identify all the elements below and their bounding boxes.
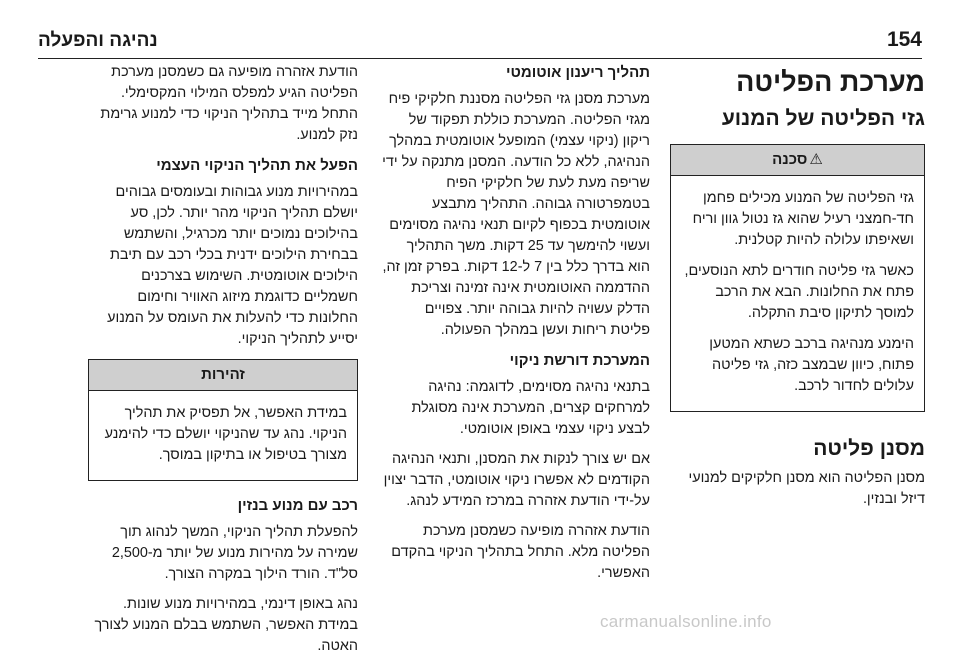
warning-triangle-icon: ⚠ [809,151,823,168]
watermark-text: carmanualsonline.info [600,612,772,631]
section-heading-exhaust-gases: גזי הפליטה של המנוע [721,107,925,130]
page-header [38,22,922,59]
page-number: 154 [886,28,922,51]
danger-box [670,144,925,412]
heading-petrol-engine: רכב עם מנוע בנזין [237,497,358,514]
filter-full-text: הודעת אזהרה מופיעה כשמסנן מערכת הפליטה מלא. התחל בתהליך הניקוי בהקדם האפשרי. [391,523,650,581]
chapter-running-title: נהיגה והפעלה [38,30,158,51]
caution-text: במידת האפשר, אל תפסיק את תהליך הניקוי. נהג עד שהניקוי יושלם כדי להימנע מצורך בטיפול או בתיקון במוסך. [104,405,347,463]
petrol-engine-text: להפעלת תהליך הניקוי, המשך לנהוג תוך שמירה על מהירות מנוע של יותר מ-2,500 סל"ד. הורד הילוך במקרה הצורך. [111,524,358,582]
danger-box-header [671,145,924,176]
heading-auto-regeneration: תהליך ריענון אוטומטי [506,64,650,81]
danger-paragraph: כאשר גזי פליטה חודרים לתא הנוסעים, פתח את החלונות. הבא את הרכב למוסך לתיקון סיבת התקלה. [684,263,914,321]
cleaning-required-text: בתנאי נהיגה מסוימים, לדוגמה: נהיגה למרחקים קצרים, המערכת אינה מסוגלת לבצע ניקוי עצמי באופן אוטומטי. [411,379,650,437]
caution-box-body [89,391,357,480]
column-right [670,62,925,519]
caution-box [88,359,358,481]
column-left [88,62,358,666]
danger-paragraph: גזי הפליטה של המנוע מכילים פחמן חד-חמצני רעיל שהוא גז נטול גוון וריח ושאיפתו עלולה להיות קטלנית. [692,190,914,248]
danger-box-title: סכנה [772,151,808,168]
danger-box-body [671,176,924,411]
section-heading-exhaust-filter: מסנן פליטה [813,437,925,460]
column-middle [382,62,650,593]
heading-cleaning-required: המערכת דורשת ניקוי [509,352,650,369]
heading-activate-self-cleaning: הפעל את תהליך הניקוי העצמי [156,157,358,174]
chapter-heading: מערכת הפליטה [736,67,925,97]
max-fill-warning-text: הודעת אזהרה מופיעה גם כשמסנן מערכת הפליטה הגיע למפלס המילוי המקסימלי. התחל מייד בתהליך הניקוי כדי למנוע גרימת נזק למנוע. [100,64,358,143]
exhaust-filter-text: מסנן הפליטה הוא מסנן חלקיקים למנועי דיזל ובנזין. [688,470,925,507]
auto-regeneration-text: מערכת מסנן גזי הפליטה מסננת חלקיקי פיח מגזי הפליטה. המערכת כוללת תפקוד של ריקון (ניקוי עצמי) המופעל אוטומטית במהלך הנהיגה, ללא כל הודעה. המסנן מתנקה על ידי שריפה מעת לעת של חלקיקי הפיח בטמפרטורה גבוהה. התהליך מתבצע אוטומטית בכפוף לקיום תנאי נהיגה מסוימים ועשוי להימשך עד 25 דקות. משך התהליך הוא בדרך כלל בין 7 ל-12 דקות. בפרק זמן זה, ההדממה האוטומטית אינה זמינה וצריכת הדלק עשויה להיות גבוהה יותר. צפויים פליטת ריחות ועשן במהלך הפעולה. [382,91,650,338]
self-cleaning-text: במהירויות מנוע גבוהות ובעומסים גבוהים יושלם תהליך הניקוי מהר יותר. לכן, סע בהילוכים נמוכים יותר מכרגיל, והשתמש בבחירת הילוכים ידנית בכלי רכב עם תיבת הילוכים אוטומטית. השימוש בצרכנים חשמליים כדוגמת מיזוג האוויר וחימום החלונות כדי להעלות את העומס על המנוע יסייע לתהליך הניקוי. [107,184,358,347]
caution-box-title: זהירות [89,360,357,391]
danger-paragraph: הימנע מנהיגה ברכב כשתא המטען פתוח, כיוון שבמצב כזה, גזי פליטה עלולים לחדור לרכב. [709,336,914,394]
cleaning-warning-text: אם יש צורך לנקות את המסנן, ותנאי הנהיגה הקודמים לא אפשרו ניקוי אוטומטי, הדבר יצוין על-ידי הודעת אזהרה במרכז המידע לנהג. [383,451,650,509]
petrol-driving-text: נהג באופן דינמי, במהירויות מנוע שונות. במידת האפשר, השתמש בבלם המנוע לצורך האטה. [94,596,358,654]
